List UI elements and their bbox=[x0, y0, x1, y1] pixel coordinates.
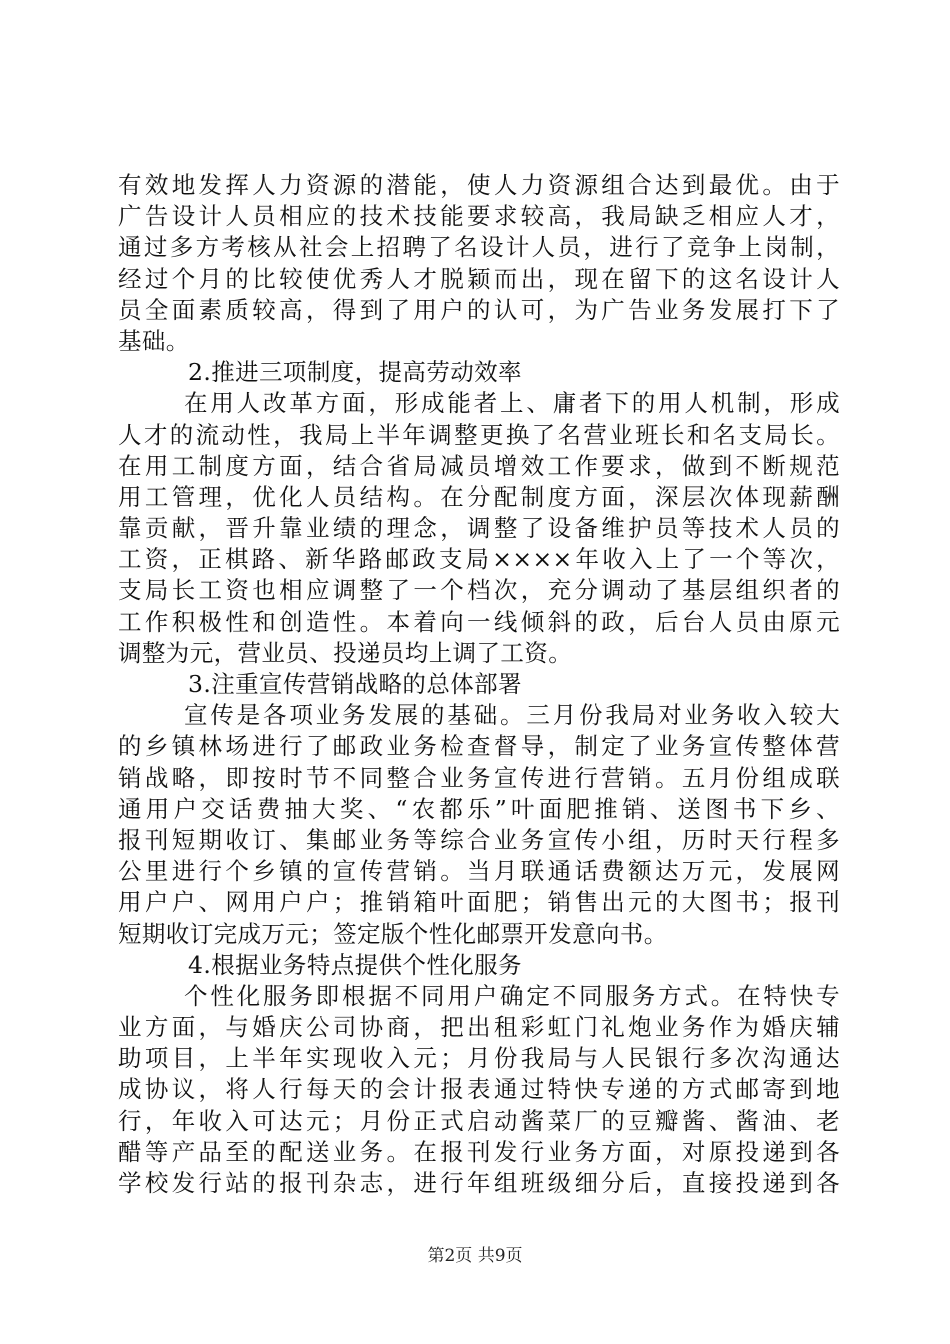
text-line: 短期收订完成万元；签定版个性化邮票开发意向书。 bbox=[118, 919, 668, 948]
text-line: 在用工制度方面，结合省局减员增效工作要求，做到不断规范 bbox=[118, 451, 840, 480]
text-line: 用工管理，优化人员结构。在分配制度方面，深层次体现薪酬 bbox=[118, 482, 840, 511]
text-line: 通过多方考核从社会上招聘了名设计人员，进行了竞争上岗制， bbox=[118, 233, 840, 262]
document-body bbox=[118, 170, 840, 1199]
text-line: 人才的流动性，我局上半年调整更换了名营业班长和名支局长。 bbox=[118, 420, 840, 449]
text-line: 经过个月的比较使优秀人才脱颖而出，现在留下的这名设计人 bbox=[118, 264, 840, 293]
text-line: 行，年收入可达元；月份正式启动酱菜厂的豆瓣酱、酱油、老 bbox=[118, 1106, 840, 1135]
text-line: 广告设计人员相应的技术技能要求较高，我局缺乏相应人才， bbox=[118, 202, 840, 231]
text-line: 有效地发挥人力资源的潜能，使人力资源组合达到最优。由于 bbox=[118, 171, 840, 199]
text-line: 的乡镇林场进行了邮政业务检查督导，制定了业务宣传整体营 bbox=[118, 732, 840, 761]
text-line: 醋等产品至的配送业务。在报刊发行业务方面，对原投递到各 bbox=[118, 1137, 840, 1166]
page-footer: 第2页 共9页 bbox=[427, 1246, 523, 1266]
section-heading: 4.根据业务特点提供个性化服务 bbox=[188, 950, 522, 979]
text-line: 调整为元，营业员、投递员均上调了工资。 bbox=[118, 638, 573, 667]
text-line: 工作积极性和创造性。本着向一线倾斜的政，后台人员由原元 bbox=[118, 607, 840, 636]
text-line: 宣传是各项业务发展的基础。三月份我局对业务收入较大 bbox=[184, 701, 840, 730]
text-line: 学校发行站的报刊杂志，进行年组班级细分后，直接投递到各 bbox=[118, 1169, 840, 1197]
section-heading: 3.注重宣传营销战略的总体部署 bbox=[188, 670, 522, 698]
text-line: 公里进行个乡镇的宣传营销。当月联通话费额达万元，发展网 bbox=[118, 857, 840, 886]
text-line: 在用人改革方面，形成能者上、庸者下的用人机制，形成 bbox=[184, 389, 840, 418]
text-line: 通用户交话费抽大奖、“农都乐”叶面肥推销、送图书下乡、 bbox=[118, 794, 840, 823]
text-line: 员全面素质较高，得到了用户的认可，为广告业务发展打下了 bbox=[118, 295, 840, 324]
text-line: 工资，正棋路、新华路邮政支局××××年收入上了一个等次， bbox=[118, 545, 840, 574]
text-line: 支局长工资也相应调整了一个档次，充分调动了基层组织者的 bbox=[118, 576, 840, 605]
text-line: 基础。 bbox=[118, 326, 190, 355]
section-heading: 2.推进三项制度，提高劳动效率 bbox=[188, 358, 522, 387]
text-line: 报刊短期收订、集邮业务等综合业务宣传小组，历时天行程多 bbox=[118, 825, 840, 854]
text-line: 业方面，与婚庆公司协商，把出租彩虹门礼炮业务作为婚庆辅 bbox=[118, 1013, 840, 1042]
text-line: 个性化服务即根据不同用户确定不同服务方式。在特快专 bbox=[184, 981, 840, 1010]
text-line: 销战略，即按时节不同整合业务宣传进行营销。五月份组成联 bbox=[118, 763, 840, 792]
text-line: 用户户、网用户户；推销箱叶面肥；销售出元的大图书；报刊 bbox=[118, 888, 840, 917]
text-line: 助项目，上半年实现收入元；月份我局与人民银行多次沟通达 bbox=[118, 1044, 840, 1073]
text-line: 靠贡献，晋升靠业绩的理念，调整了设备维护员等技术人员的 bbox=[118, 514, 840, 543]
text-line: 成协议，将人行每天的会计报表通过特快专递的方式邮寄到地 bbox=[118, 1075, 840, 1104]
